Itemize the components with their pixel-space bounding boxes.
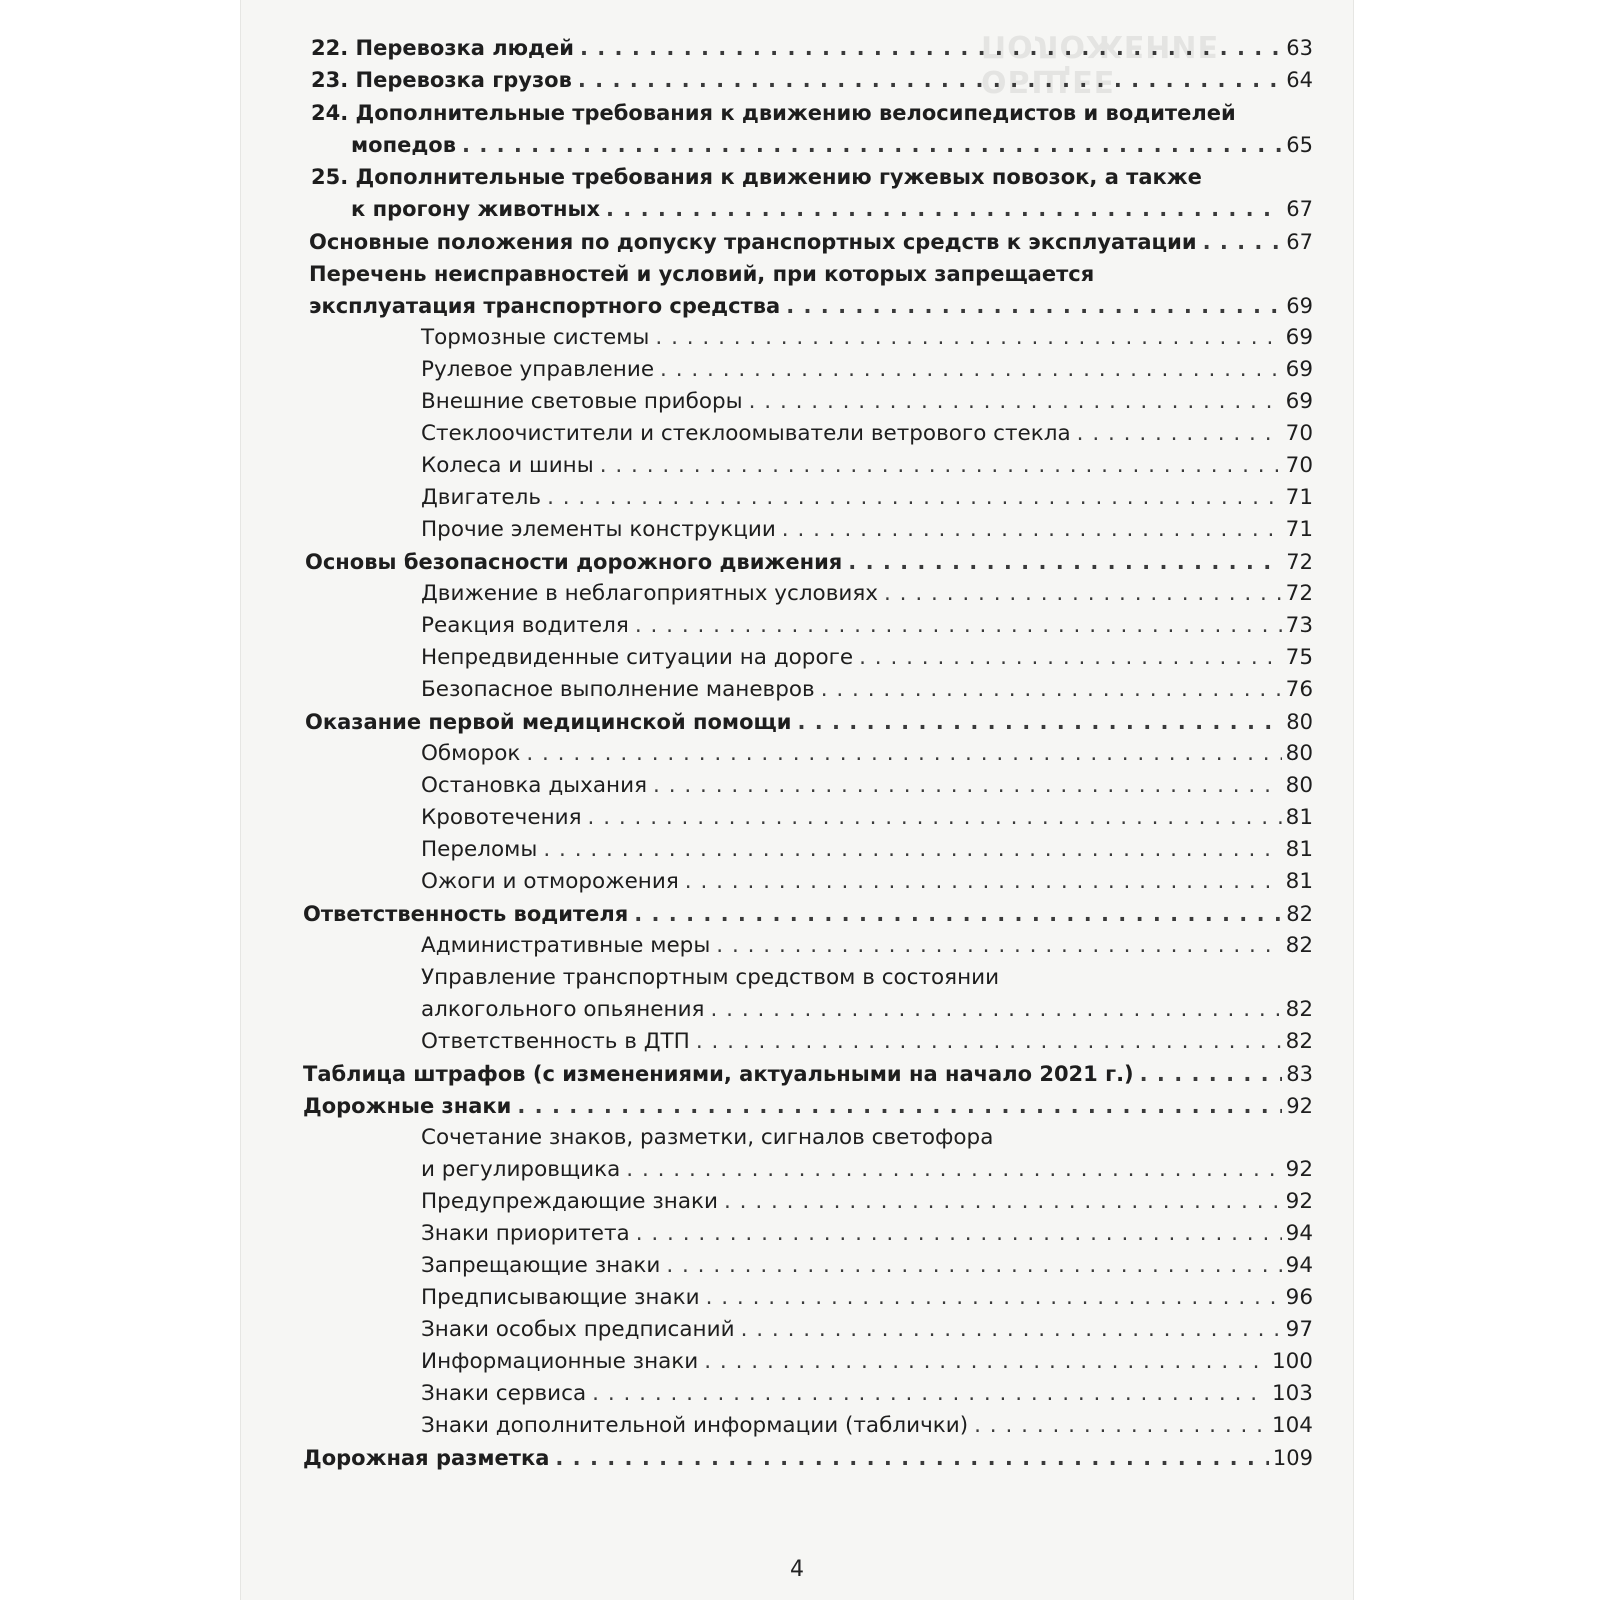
toc-entry-page: 92 [1285,1157,1313,1182]
toc-entry-page: 64 [1286,68,1313,92]
toc-entry-title-first-line: Управление транспортным средством в состоянии [421,965,1000,990]
toc-entry-title: Предупреждающие знаки [421,1189,718,1214]
toc-entry-title: Дорожная разметка [303,1446,550,1470]
toc-entry[interactable] [421,578,1313,610]
toc-entry[interactable] [303,898,1313,930]
toc-entry[interactable] [309,290,1313,322]
toc-entry-page: 82 [1285,1029,1313,1054]
toc-entry-title: Двигатель [421,485,542,510]
toc-entry-title: Стеклоочистители и стеклоомыватели ветрового стекла [421,421,1071,446]
toc-entry[interactable] [421,1410,1313,1442]
toc-entry[interactable] [303,1090,1313,1122]
toc-entry-page: 80 [1285,741,1313,766]
toc-entry-page: 71 [1285,517,1313,542]
toc-entry-title: Переломы [421,837,538,862]
toc-entry-title: Внешние световые приборы [421,389,743,414]
toc-entry[interactable] [421,1378,1313,1410]
toc-entry[interactable] [421,418,1313,450]
toc-entry-page: 97 [1285,1317,1313,1342]
toc-entry-page: 69 [1286,294,1313,318]
toc-entry-page: 103 [1271,1381,1313,1406]
toc-entry-title-first-line: 24. Дополнительные требования к движению велосипедистов и водителей [311,101,1236,125]
toc-entry-page: 72 [1285,581,1313,606]
toc-entry-title: Безопасное выполнение маневров [421,677,815,702]
toc-entry-title: Знаки сервиса [421,1381,587,1406]
toc-entry[interactable] [421,770,1313,802]
toc-entry-title: Колеса и шины [421,453,594,478]
toc-entry[interactable] [421,834,1313,866]
toc-entry-page: 70 [1285,421,1313,446]
toc-entry-title: Непредвиденные ситуации на дороге [421,645,854,670]
toc-entry-page: 82 [1285,933,1313,958]
toc-entry[interactable] [421,610,1313,642]
toc-entry-title: Таблица штрафов (с изменениями, актуальными на начало 2021 г.) [303,1062,1134,1086]
toc-entry-title: 23. Перевозка грузов [311,68,572,92]
toc-entry-page: 82 [1285,997,1313,1022]
toc-entry-title: и регулировщика [421,1157,621,1182]
toc-entry[interactable] [421,450,1313,482]
toc-entry[interactable] [303,1058,1313,1090]
toc-entry-title: Остановка дыхания [421,773,648,798]
table-of-contents [241,0,1353,1600]
toc-entry-title: Дорожные знаки [303,1094,512,1118]
toc-entry[interactable] [421,930,1313,962]
toc-entry-title: Знаки особых предписаний [421,1317,735,1342]
toc-entry-page: 81 [1285,805,1313,830]
toc-entry-title-first-line: Перечень неисправностей и условий, при которых запрещается [309,262,1095,286]
toc-entry-page: 109 [1272,1446,1313,1470]
toc-entry-title: Тормозные системы [421,325,650,350]
toc-entry-page: 73 [1285,613,1313,638]
toc-entry[interactable] [421,514,1313,546]
toc-entry-page: 83 [1286,1062,1313,1086]
toc-entry-page: 69 [1285,389,1313,414]
toc-entry-page: 80 [1285,773,1313,798]
toc-entry[interactable] [421,1218,1313,1250]
toc-entry[interactable] [305,706,1313,738]
toc-entry[interactable] [421,322,1313,354]
toc-entry[interactable] [421,482,1313,514]
toc-entry-title: к прогону животных [351,197,600,221]
toc-entry[interactable] [311,64,1313,96]
bleed-through-heading: ОБЩЕЕ ПОЛОЖЕНИЕ [981,28,1219,98]
toc-entry-title: Информационные знаки [421,1349,699,1374]
page-number: 4 [790,1557,804,1582]
toc-entry-page: 67 [1286,230,1313,254]
toc-entry-page: 94 [1285,1253,1313,1278]
toc-entry-title: Знаки приоритета [421,1221,630,1246]
toc-entry-page: 92 [1285,1189,1313,1214]
toc-entry-title: Основные положения по допуску транспортных средств к эксплуатации [309,230,1197,254]
toc-entry-page: 75 [1285,645,1313,670]
toc-entry-title: Прочие элементы конструкции [421,517,776,542]
toc-entry-title: Основы безопасности дорожного движения [305,550,843,574]
toc-entry-title: мопедов [351,133,457,157]
toc-entry-title: Кровотечения [421,805,582,830]
toc-entry-page: 67 [1286,197,1313,221]
toc-entry[interactable] [351,129,1313,161]
toc-entry-title: Запрещающие знаки [421,1253,661,1278]
toc-entry-title: Ответственность водителя [303,902,629,926]
toc-entry[interactable] [303,1442,1313,1474]
toc-entry-page: 72 [1286,550,1313,574]
toc-entry[interactable] [421,1282,1313,1314]
toc-entry-title: Предписывающие знаки [421,1285,700,1310]
toc-entry[interactable] [421,802,1313,834]
toc-entry[interactable] [421,738,1313,770]
toc-entry-title: Административные меры [421,933,711,958]
toc-entry[interactable] [421,1250,1313,1282]
toc-entry-title: Рулевое управление [421,357,655,382]
toc-entry-title: Оказание первой медицинской помощи [305,710,792,734]
toc-entry-page: 65 [1286,133,1313,157]
toc-entry-page: 69 [1285,325,1313,350]
toc-entry-title: Ожоги и отморожения [421,869,679,894]
toc-entry[interactable] [421,1026,1313,1058]
toc-entry[interactable] [421,1154,1313,1186]
toc-entry[interactable] [421,386,1313,418]
toc-entry-page: 63 [1286,36,1313,60]
toc-entry[interactable] [311,32,1313,64]
toc-entry-page: 82 [1286,902,1313,926]
toc-entry-page: 104 [1271,1413,1313,1438]
toc-entry-title: эксплуатация транспортного средства [309,294,781,318]
toc-entry-page: 76 [1285,677,1313,702]
toc-entry-title: Движение в неблагоприятных условиях [421,581,879,606]
toc-entry-page: 69 [1285,357,1313,382]
toc-entry[interactable] [421,642,1313,674]
toc-entry[interactable] [351,193,1313,225]
toc-entry-page: 92 [1286,1094,1313,1118]
toc-entry[interactable] [309,226,1313,258]
toc-entry-page: 81 [1285,837,1313,862]
toc-entry-page: 96 [1285,1285,1313,1310]
toc-entry[interactable] [421,354,1313,386]
toc-entry[interactable] [421,1346,1313,1378]
toc-entry-title-first-line: Сочетание знаков, разметки, сигналов светофора [421,1125,994,1150]
toc-entry[interactable] [421,674,1313,706]
toc-entry-title: Реакция водителя [421,613,629,638]
toc-entry-page: 100 [1271,1349,1313,1374]
toc-entry-page: 94 [1285,1221,1313,1246]
toc-entry-page: 81 [1285,869,1313,894]
toc-entry-title-first-line: 25. Дополнительные требования к движению гужевых повозок, а также [311,165,1202,189]
toc-entry-page: 70 [1285,453,1313,478]
toc-entry-title: алкогольного опьянения [421,997,705,1022]
toc-entry[interactable] [305,546,1313,578]
toc-entry[interactable] [421,1314,1313,1346]
toc-entry-page: 71 [1285,485,1313,510]
book-page [240,0,1354,1600]
toc-entry[interactable] [421,866,1313,898]
toc-entry-title: 22. Перевозка людей [311,36,574,60]
toc-entry-title: Обморок [421,741,521,766]
toc-entry[interactable] [421,994,1313,1026]
toc-entry-page: 80 [1286,710,1313,734]
toc-entry-title: Знаки дополнительной информации (таблички) [421,1413,969,1438]
toc-entry-title: Ответственность в ДТП [421,1029,690,1054]
toc-entry[interactable] [421,1186,1313,1218]
